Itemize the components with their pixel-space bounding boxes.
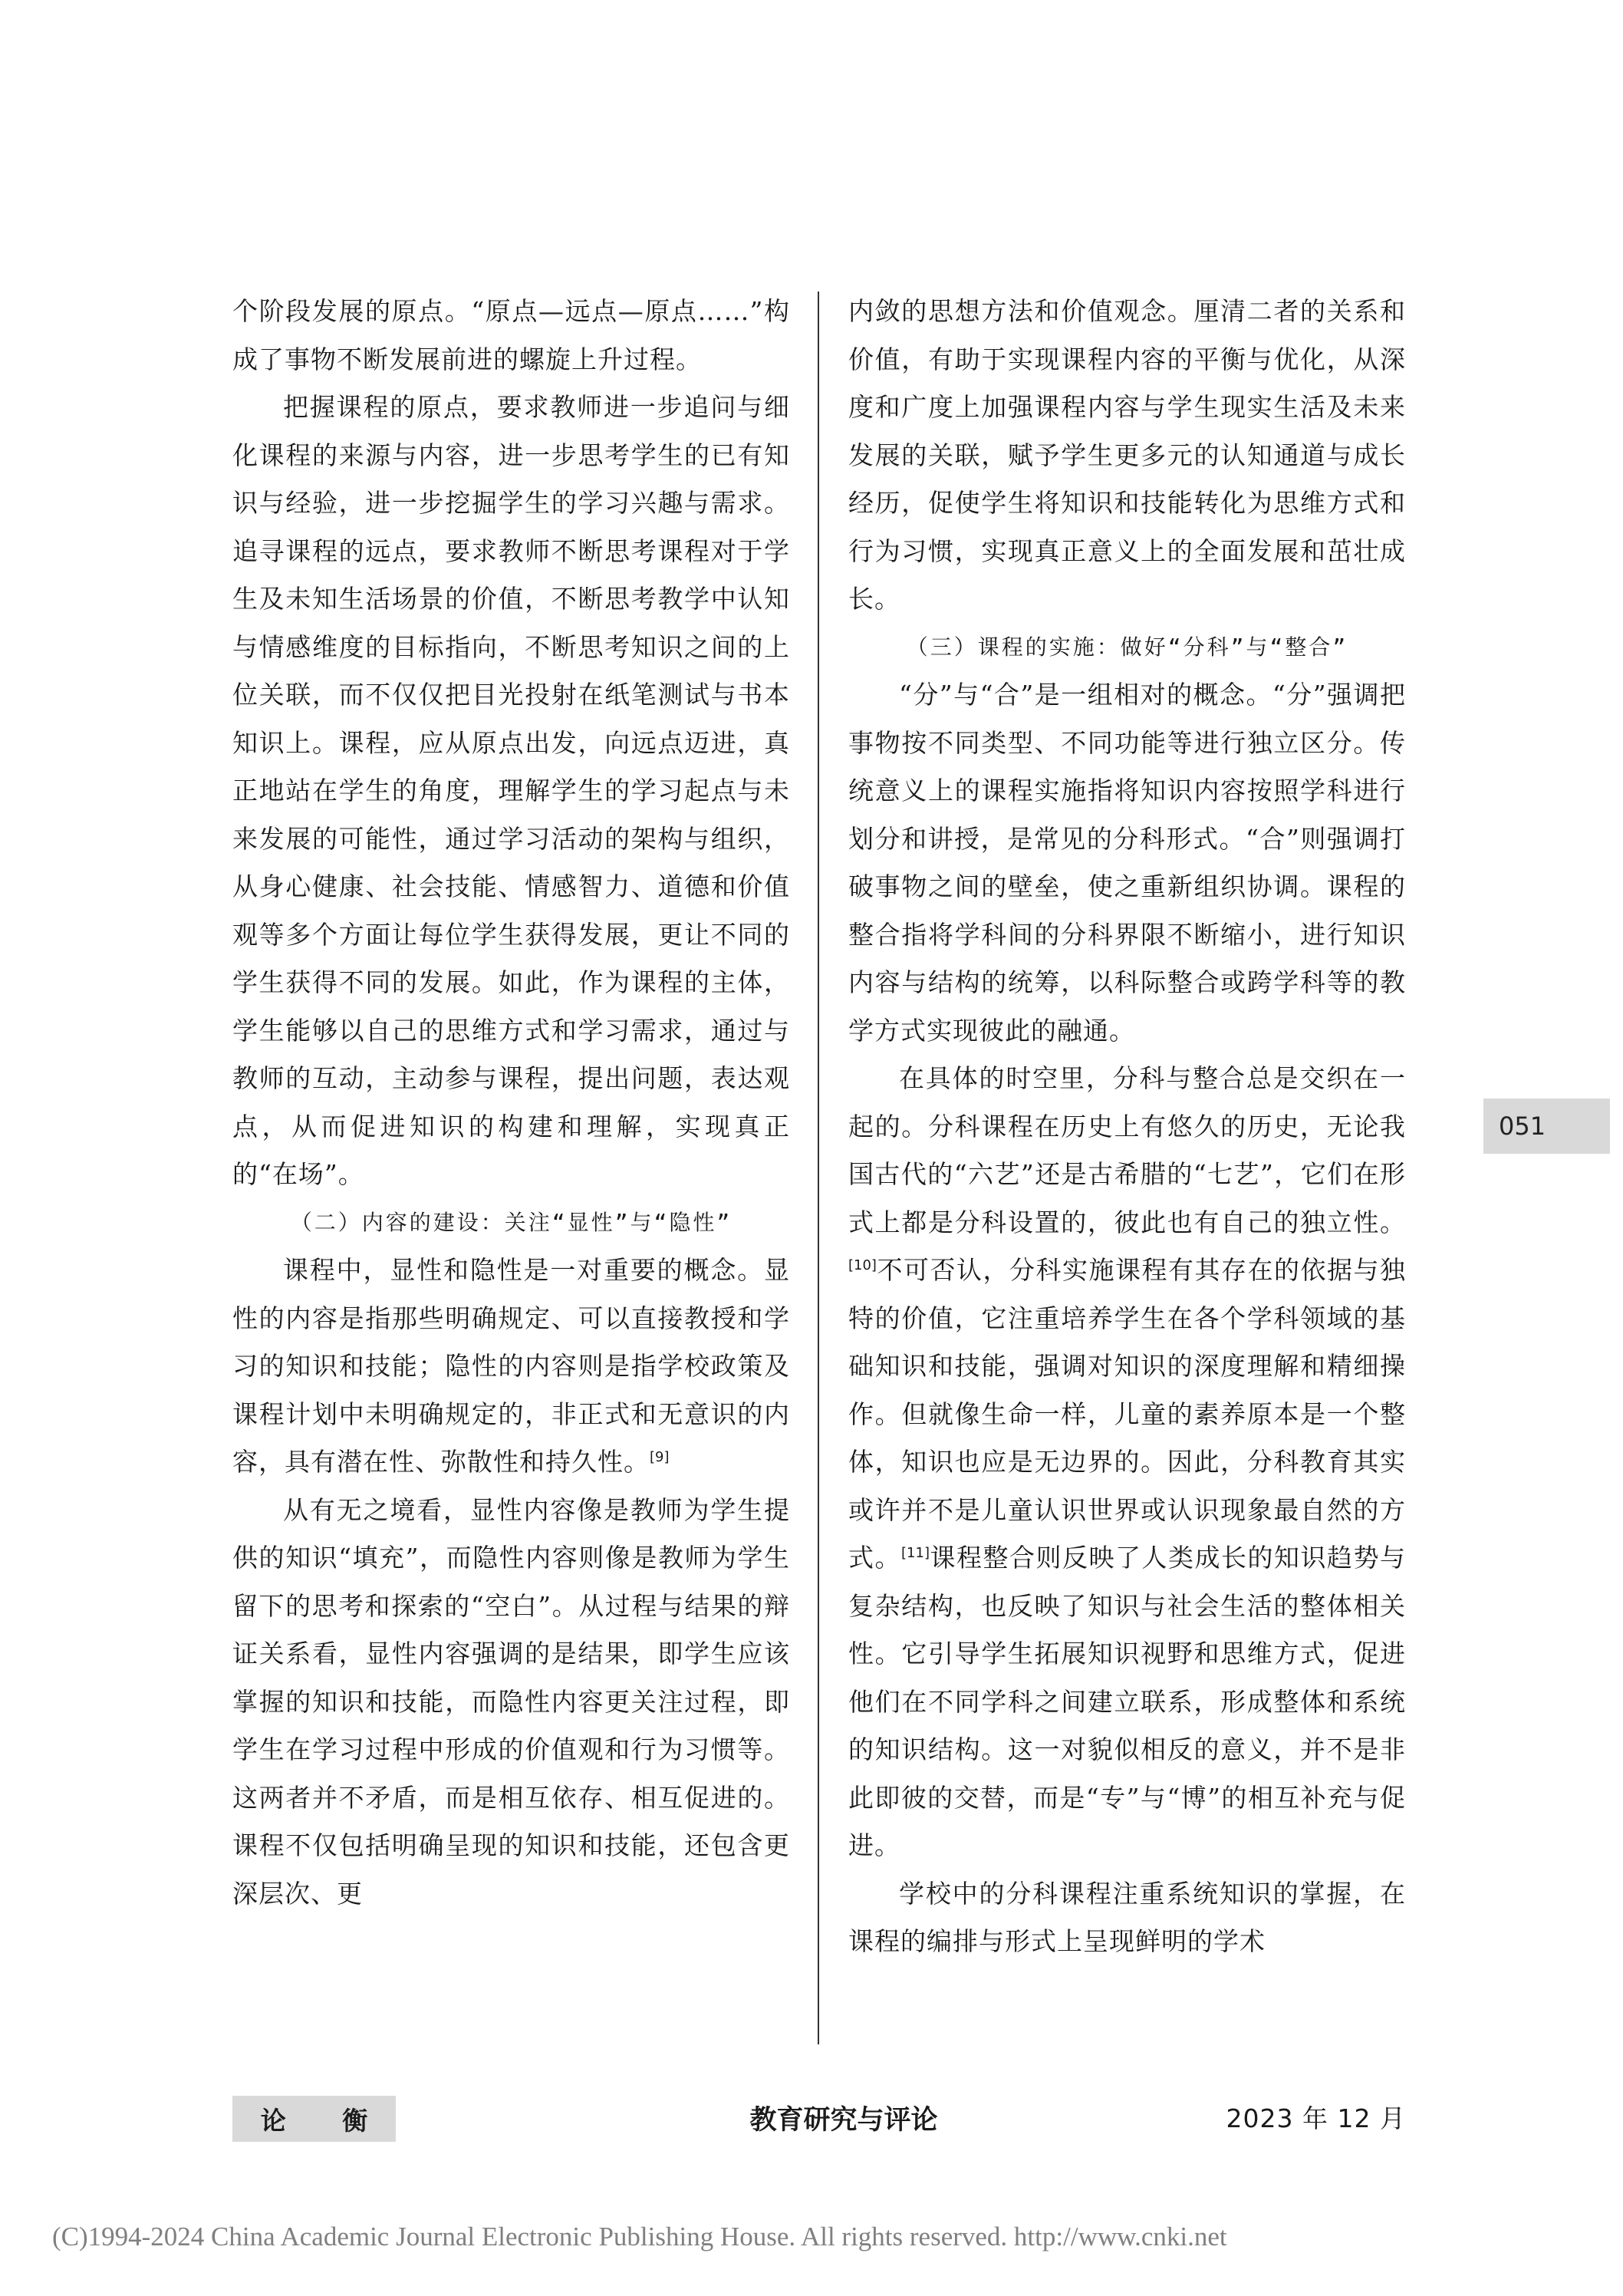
page-number: 051 [1483, 1099, 1610, 1154]
paragraph: 内敛的思想方法和价值观念。厘清二者的关系和价值，有助于实现课程内容的平衡与优化，从深度和广度上加强课程内容与学生现实生活及未来发展的关联，赋予学生更多元的认知通道与成长经历，促使学生将知识和技能转化为思维方式和行为习惯，实现真正意义上的全面发展和茁壮成长。 [848, 296, 1406, 614]
footer-section-char: 论 [260, 2105, 286, 2136]
paragraph [232, 1247, 790, 1487]
paragraph-text: 在具体的时空里，分科与整合总是交织在一起的。分科课程在历史上有悠久的历史，无论我国古代的“六艺”还是古希腊的“七艺”，它们在形式上都是分科设置的，彼此也有自己的独立性。 [848, 1063, 1406, 1237]
paragraph-text: 课程整合则反映了人类成长的知识趋势与复杂结构，也反映了知识与社会生活的整体相关性。它引导学生拓展知识视野和思维方式，促进他们在不同学科之间建立联系，形成整体和系统的知识结构。这一对貌似相反的意义，并不是非此即彼的交替，而是“专”与“博”的相互补充与促进。 [848, 1543, 1407, 1860]
footer-section-label [232, 2096, 396, 2142]
paragraph: 把握课程的原点，要求教师进一步追问与细化课程的来源与内容，进一步思考学生的已有知识与经验，进一步挖掘学生的学习兴趣与需求。追寻课程的远点，要求教师不断思考课程对于学生及未知生活场景的价值，不断思考教学中认知与情感维度的目标指向，不断思考知识之间的上位关联，而不仅仅把目光投射在纸笔测试与书本知识上。课程，应从原点出发，向远点迈进，真正地站在学生的角度，理解学生的学习起点与未来发展的可能性，通过学习活动的架构与组织，从身心健康、社会技能、情感智力、道德和价值观等多个方面让每位学生获得发展，更让不同的学生获得不同的发展。如此，作为课程的主体，学生能够以自己的思维方式和学习需求，通过与教师的互动，主动参与课程，提出问题，表达观点，从而促进知识的构建和理解，实现真正的“在场”。 [232, 392, 790, 1189]
paragraph-text: 不可否认，分科实施课程有其存在的依据与独特的价值，它注重培养学生在各个学科领域的基础知识和技能，强调对知识的深度理解和精细操作。但就像生命一样，儿童的素养原本是一个整体，知识也应是无边界的。因此，分科教育其实或许并不是儿童认识世界或认识现象最自然的方式。 [848, 1255, 1406, 1573]
paragraph: 学校中的分科课程注重系统知识的掌握，在课程的编排与形式上呈现鲜明的学术 [848, 1878, 1406, 1956]
section-heading: （三）课程的实施：做好“分科”与“整合” [906, 634, 1348, 660]
footer-journal-title: 教育研究与评论 [749, 2105, 938, 2136]
copyright-notice: (C)1994-2024 China Academic Journal Electronic Publishing House. All rights reserved. http://www.cnki.net [52, 2222, 1227, 2252]
paragraph: 从有无之境看，显性内容像是教师为学生提供的知识“填充”，而隐性内容则像是教师为学生留下的思考和探索的“空白”。从过程与结果的辩证关系看，显性内容强调的是结果，即学生应该掌握的知识和技能，而隐性内容更关注过程，即学生在学习过程中形成的价值观和行为习惯等。这两者并不矛盾，而是相互依存、相互促进的。课程不仅包括明确呈现的知识和技能，还包含更深层次、更 [232, 1494, 790, 1909]
citation-ref: [9] [650, 1449, 670, 1465]
footer-issue-date: 2023 年 12 月 [1226, 2103, 1406, 2133]
paragraph: 个阶段发展的原点。“原点—远点—原点……”构成了事物不断发展前进的螺旋上升过程。 [232, 296, 790, 374]
column-divider [818, 292, 819, 2044]
section-heading: （二）内容的建设：关注“显性”与“隐性” [290, 1209, 732, 1235]
citation-ref: [11] [901, 1545, 930, 1561]
right-column [848, 288, 1406, 2052]
paragraph: “分”与“合”是一组相对的概念。“分”强调把事物按不同类型、不同功能等进行独立区分。传统意义上的课程实施指将知识内容按照学科进行划分和讲授，是常见的分科形式。“合”则强调打破事物之间的壁垒，使之重新组织协调。课程的整合指将学科间的分科界限不断缩小，进行知识内容与结构的统筹，以科际整合或跨学科等的教学方式实现彼此的融通。 [848, 680, 1406, 1046]
citation-ref: [10] [848, 1257, 877, 1273]
footer-section-char: 衡 [342, 2105, 368, 2136]
paragraph [848, 1055, 1406, 1870]
left-column [232, 288, 790, 2052]
paragraph-text: 课程中，显性和隐性是一对重要的概念。显性的内容是指那些明确规定、可以直接教授和学习的知识和技能；隐性的内容则是指学校政策及课程计划中未明确规定的，非正式和无意识的内容，具有潜在性、弥散性和持久性。 [232, 1255, 790, 1477]
